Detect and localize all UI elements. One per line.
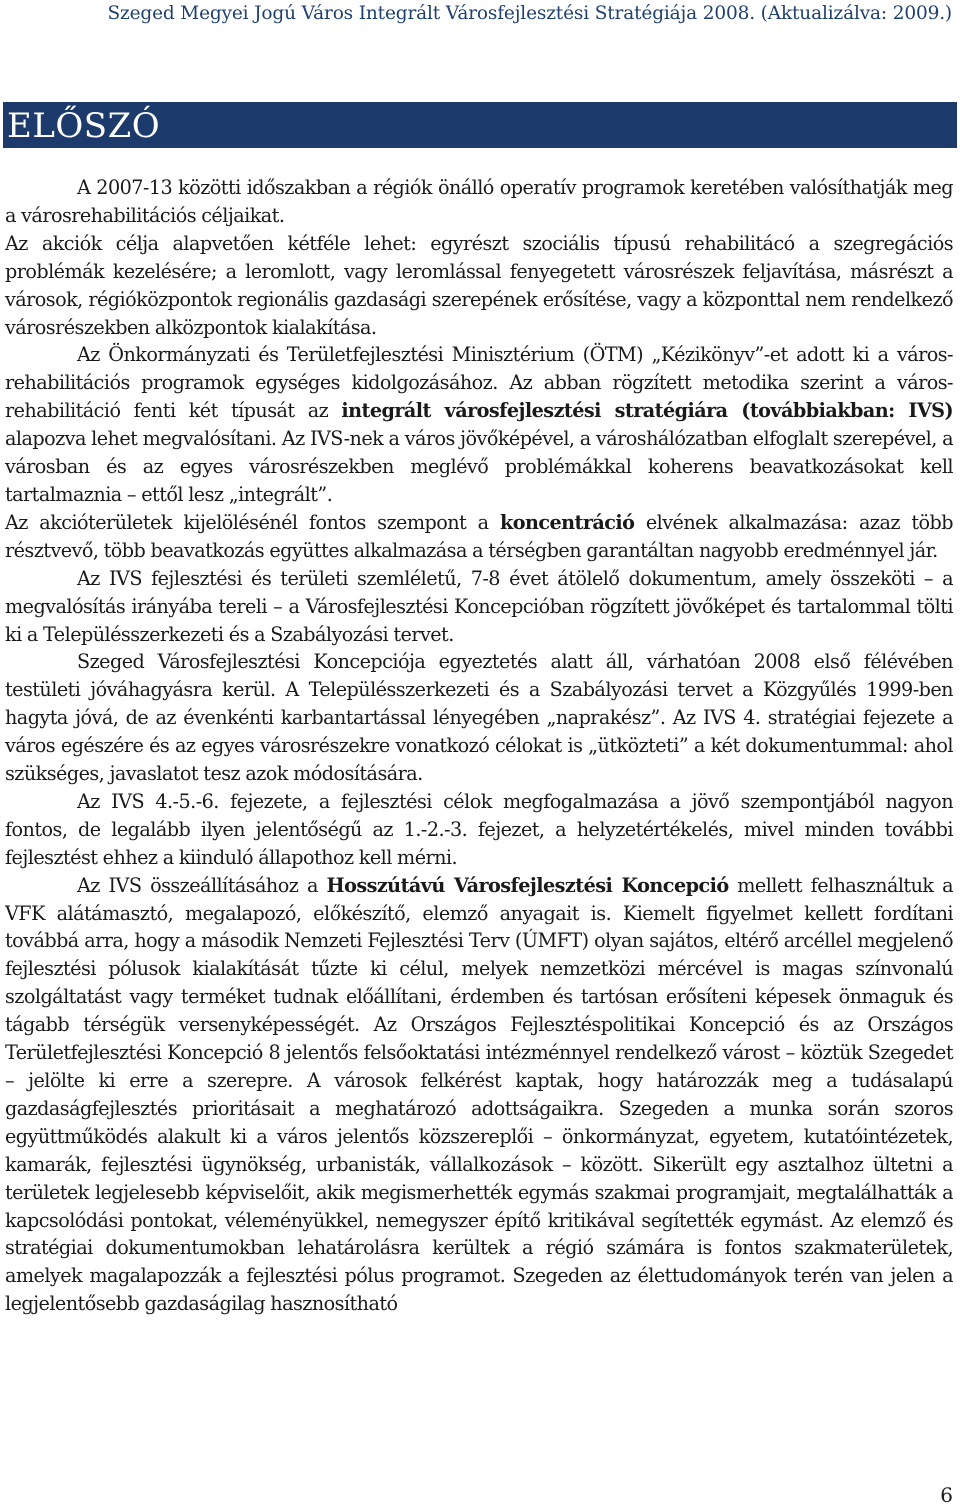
paragraph-4-bold: koncentráció [499,510,635,534]
running-header: Szeged Megyei Jogú Város Integrált Városfejlesztési Stratégiája 2008. (Aktualizálva: 2009.) [107,3,952,24]
paragraph-8 [5,872,953,1319]
paragraph-8-text-a: Az IVS összeállításához a [77,873,327,897]
section-title-bar [3,102,957,148]
paragraph-7: Az IVS 4.-5.-6. fejezete, a fejlesztési célok megfogalmazása a jövő szempontjából nagyon fontos, de legalább ilyen jelentőségű az 1.-2.-3. fejezet, a helyzetértékelés, mivel minden további fejlesztést ehhez a kiinduló állapothoz kell mérni. [5,789,953,869]
paragraph-3-bold: integrált városfejlesztési stratégiára (továbbiakban: IVS) [341,399,954,423]
paragraph-8-bold: Hosszútávú Városfejlesztési Koncepció [326,873,729,897]
paragraph-4 [5,509,953,565]
paragraph-8-text-b: mellett felhasználtuk a VFK alátámasztó, megalapozó, előkészítő, elemző anyagait is. Kiemelt figyelmet kellett fordítani továbbá arra, hogy a második Nemzeti Fejlesztési Terv (ÚMFT) olyan sajátos, eltérő arcéllel megjelenő fejlesztési pólusok kialakítását tűzte ki célul, melyek nemzetközi mércével is magas színvonalú szolgáltatást vagy terméket tudnak előállítani, érdemben és tartósan erősíteni képesek önmaguk és tágabb térségük versenyképességét. Az Országos Fejlesztéspolitikai Koncepció és az Országos Területfejlesztési Koncepció 8 jelentős felsőoktatási intézménnyel rendelkező várost – köztük Szegedet – jelölte ki erre a szerepre. A városok felkérést kaptak, hogy határozzák meg a tudásalapú gazdaságfejlesztés prioritásait a meghatározó adottságaikra. Szegeden a munka során szoros együttműködés alakult ki a város jelentős közszereplői – önkormányzat, egyetem, kutatóintézetek, kamarák, fejlesztési ügynökség, urbanisták, vállalkozások – között. Sikerült egy asztalhoz ültetni a területek legjelesebb képviselőit, akik megismerhették egymás szakmai programjait, megtalálhatták a kapcsolódási pontokat, véleményükkel, nemegyszer építő kritikával segítették egymást. Az elemző és stratégiai dokumentumokban lehatárolásra kerültek a régió számára is fontos szakmaterületek, amelyek magalapozzák a fejlesztési pólus programot. Szegeden az élettudományok terén van jelen a legjelentősebb gazdaságilag hasznosítható [5,873,953,1316]
paragraph-5: Az IVS fejlesztési és területi szemléletű, 7-8 évet átölelő dokumentum, amely összeköti – a megvalósítás irányába tereli – a Városfejlesztési Koncepcióban rögzített jövőképet és tartalommal tölti ki a Településszerkezeti és a Szabályozási tervet. [5,566,953,646]
paragraph-3-text-b: alapozva lehet megvalósítani. Az IVS-nek a város jövőképével, a városhálózatban elfoglalt szerepével, a városban és az egyes városrészekben meglévő problémákkal koherens beavatkozásokat kell tartalmaznia – ettől lesz „integrált”. [5,427,953,506]
paragraph-4-text-a: Az akcióterületek kijelölésénél fontos szempont a [5,510,500,534]
paragraph-3-text-a: Az Önkormányzati és Területfejlesztési Minisztérium (ÖTM) „Kézikönyv”-et adott ki a város-rehabilitációs programok egységes kidolgozásához. Az abban rögzített metodika szerint a város-rehabilitáció fenti két típusát az [5,343,953,423]
section-title: ELŐSZÓ [7,106,161,146]
paragraph-6: Szeged Városfejlesztési Koncepciója egyeztetés alatt áll, várhatóan 2008 első félévében testületi jóváhagyásra kerül. A Településszerkezeti és a Szabályozási tervet a Közgyűlés 1999-ben hagyta jóvá, de az évenkénti karbantartással lényegében „naprakész”. Az IVS 4. stratégiai fejezete a város egészére és az egyes városrészekre vonatkozó célokat is „ütközteti” a két dokumentummal: ahol szükséges, javaslatot tesz azok módosítására. [5,650,953,786]
paragraph-1: A 2007-13 közötti időszakban a régiók önálló operatív programok keretében valósíthatják meg a városrehabilitációs céljaikat. [5,176,953,227]
paragraph-4-text-b: elvének alkalmazása: azaz több résztvevő, több beavatkozás együttes alkalmazása a térségben garantáltan nagyobb eredménnyel jár. [5,510,953,562]
paragraph-2: Az akciók célja alapvetően kétféle lehet: egyrészt szociális típusú rehabilitácó a szegregációs problémák kezelésére; a leromlott, vagy leromlással fenyegetett városrészek feljavítása, másrészt a városok, régióközpontok regionális gazdasági szerepének erősítése, vagy a központtal nem rendelkező városrészekben alközpontok kialakítása. [5,231,953,339]
document-body [5,174,953,1318]
page-number: 6 [940,1483,953,1507]
paragraph-3 [5,341,953,508]
